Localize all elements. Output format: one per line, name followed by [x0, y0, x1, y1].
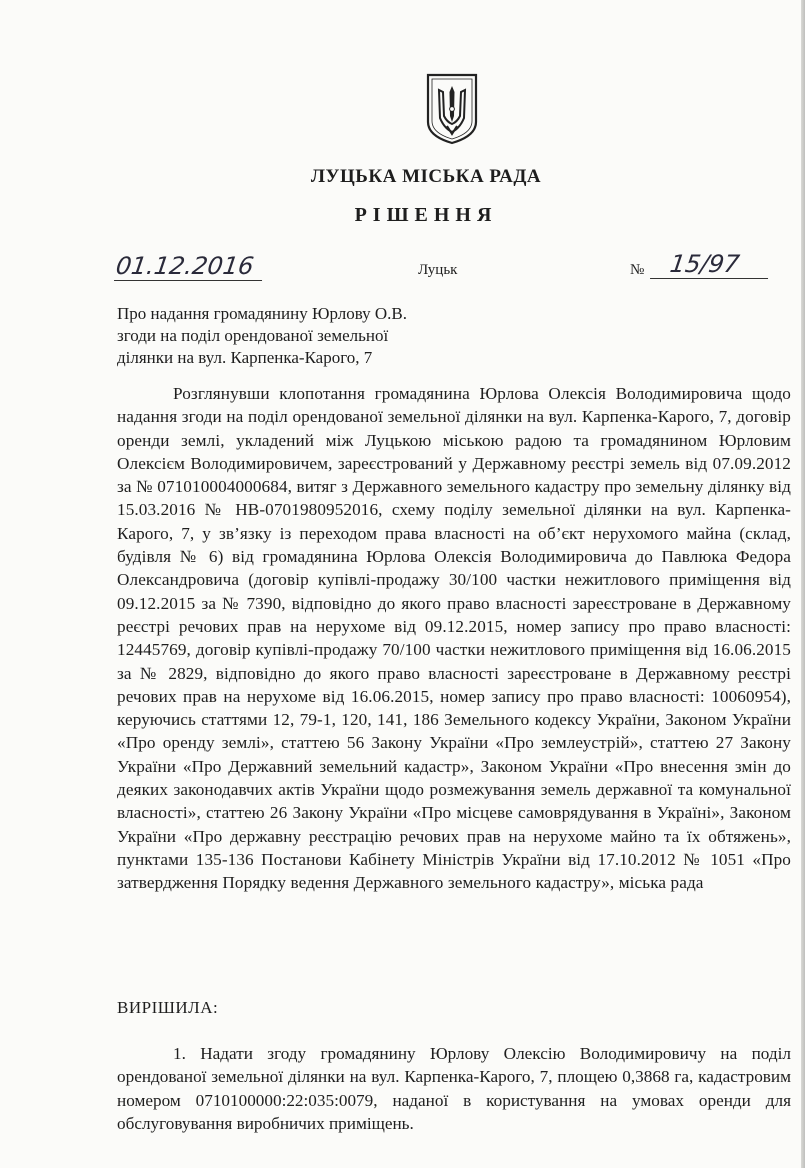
decision-date: 01.12.2016 [114, 252, 266, 281]
subject-block [117, 303, 497, 369]
council-name: ЛУЦЬКА МІСЬКА РАДА [310, 166, 542, 187]
subject-line: Про надання громадянину Юрлову О.В. [117, 304, 408, 323]
subject-line: ділянки на вул. Карпенка-Карого, 7 [117, 348, 373, 367]
city-name: Луцьк [418, 262, 458, 278]
resolved-heading: ВИРІШИЛА: [117, 998, 219, 1017]
decision-number-block [630, 250, 770, 282]
document-type-title: РІШЕННЯ [354, 204, 498, 226]
subject-line: згоди на поділ орендованої земельної [117, 326, 389, 345]
decision-point-1: 1. Надати згоду громадянину Юрлову Олексію Володимировичу на поділ орендованої земельної ділянки на вул. Карпенка-Карого, 7, площею 0,3868 га, кадастровим номером 0710100000:22:035:0079, наданої в користування на умовах оренди для обслуговування виробничих приміщень. [117, 1044, 791, 1133]
decision-number: 15/97 [650, 250, 772, 279]
tryzub-coat-of-arms-icon [425, 72, 479, 146]
preamble-paragraph: Розглянувши клопотання громадянина Юрлова Олексія Володимировича щодо надання згоди на поділ орендованої земельної ділянки на вул. Карпенка-Карого, 7, договір оренди землі, укладений між Луцькою міською радою та громадянином Юрловим Олексієм Володимировичем, зареєстрований у Державному реєстрі земель від 07.09.2012 за № 071010004000684, витяг з Державного земельного кадастру про земельну ділянку від 15.03.2016 № НВ-0701980952016, схему поділу земельної ділянки на вул. Карпенка-Карого, 7, у зв’язку із переходом права власності на об’єкт нерухомого майна (склад, будівля № 6) від громадянина Юрлова Олексія Володимировича до Павлюка Федора Олександровича (договір купівлі-продажу 30/100 частки нежитлового приміщення від 09.12.2015 за № 7390, відповідно до якого право власності зареєстроване в Державному реєстрі речових прав на нерухоме від 09.12.2015, номер запису про право власності: 12445769, договір купівлі-продажу 70/100 частки нежитлового приміщення від 16.06.2015 за № 2829, відповідно до якого право власності зареєстроване в Державному реєстрі речових прав на нерухоме від 16.06.2015, номер запису про право власності: 10060954), керуючись статтями 12, 79-1, 120, 141, 186 Земельного кодексу України, Законом України «Про оренду землі», статтею 56 Закону України «Про землеустрій», статтею 27 Закону України «Про Державний земельний кадастр», Законом України «Про внесення змін до деяких законодавчих актів України щодо розмежування земель державної та комунальної власності», статтею 26 Закону України «Про місцеве самоврядування в Україні», Законом України «Про державну реєстрацію речових прав на нерухоме майно та їх обтяжень», пунктами 135-136 Постанови Кабінету Міністрів України від 17.10.2012 № 1051 «Про затвердження Порядку ведення Державного земельного кадастру», міська рада [117, 384, 791, 893]
number-label: № [630, 262, 645, 278]
